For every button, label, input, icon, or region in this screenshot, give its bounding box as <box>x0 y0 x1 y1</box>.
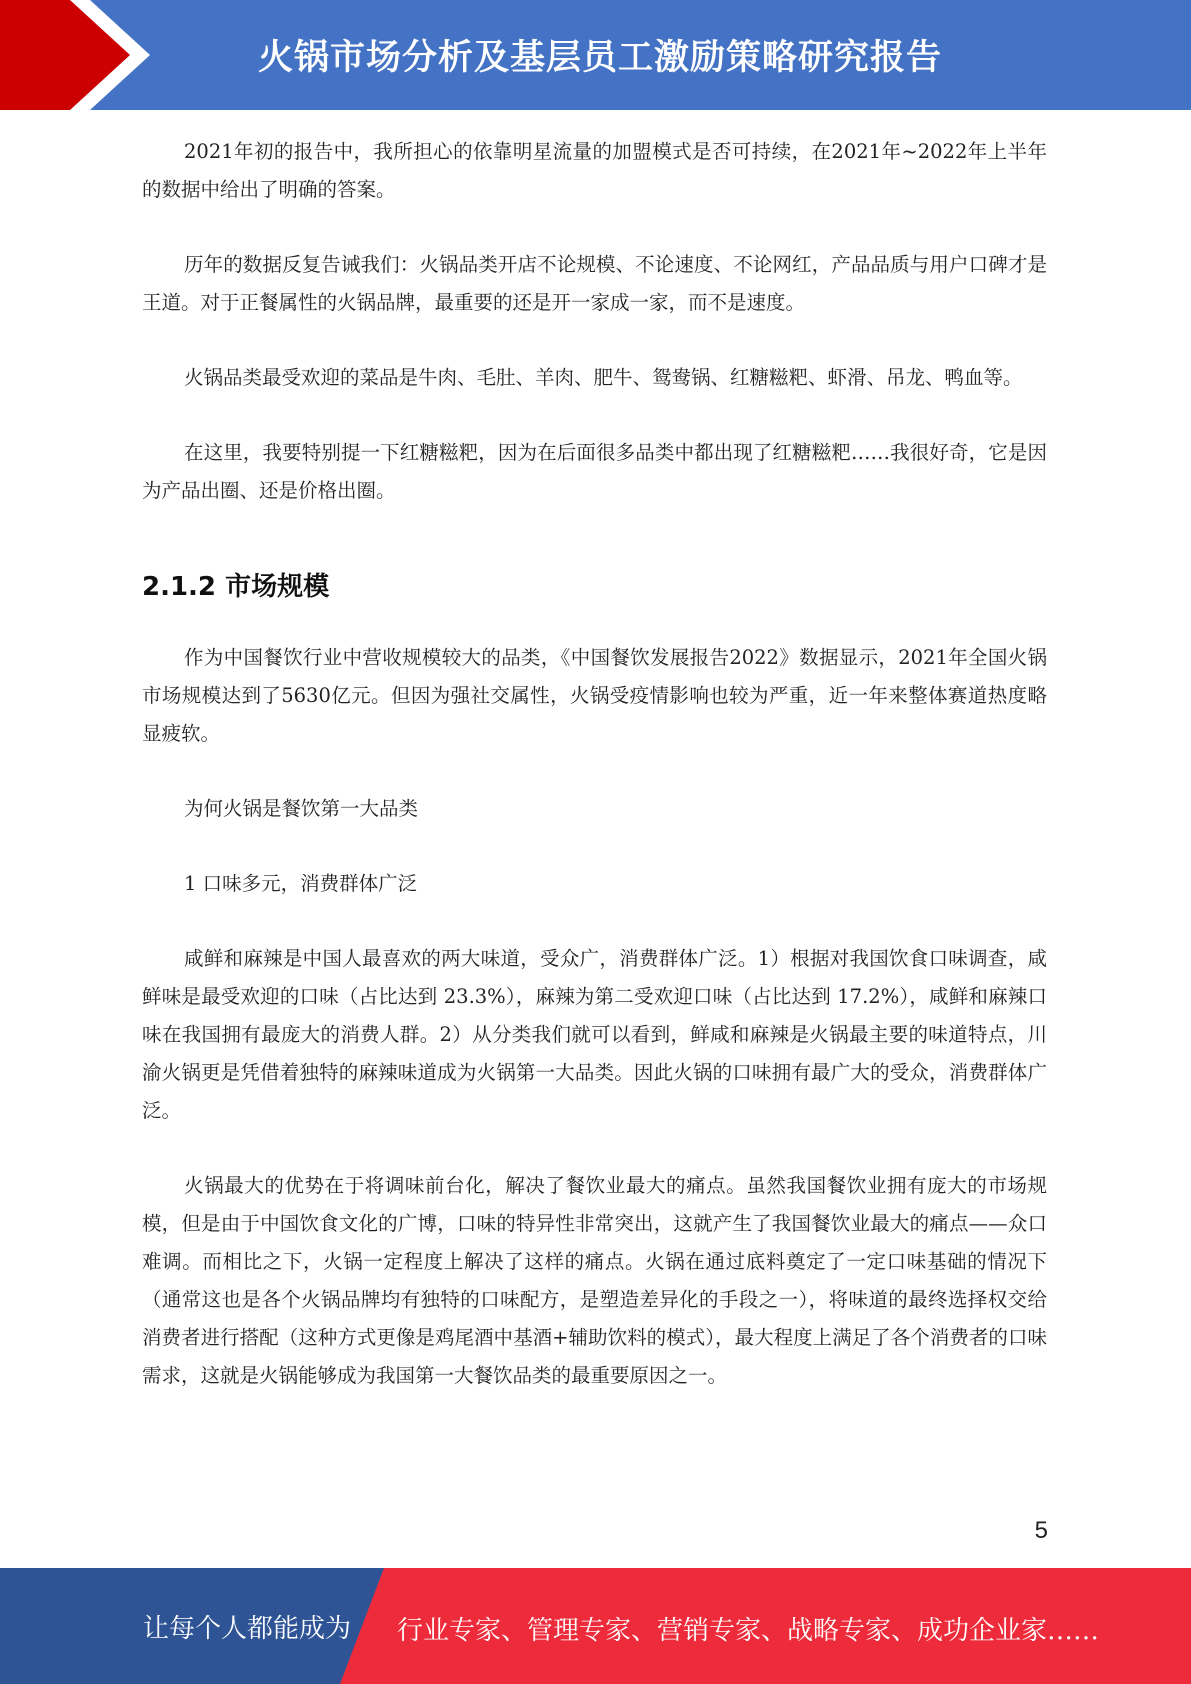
header-chevron-icon <box>0 0 140 110</box>
numbered-point: 1 口味多元，消费群体广泛 <box>184 872 418 895</box>
paragraph: 咸鲜和麻辣是中国人最喜欢的两大味道，受众广，消费群体广泛。1）根据对我国饮食口味调查，咸鲜味是最受欢迎的口味（占比达到 23.3%），麻辣为第二受欢迎口味（占比达到 17.2%），咸鲜和麻辣口味在我国拥有最庞大的消费人群。2）从分类我们就可以看到，鲜咸和麻辣是火锅最主要的味道特点，川渝火锅更是凭借着独特的麻辣味道成为火锅第一大品类。因此火锅的口味拥有最广大的受众，消费群体广泛。 <box>142 947 1047 1122</box>
footer-band <box>0 1568 1191 1684</box>
subheading-paragraph: 为何火锅是餐饮第一大品类 <box>184 797 419 820</box>
paragraph: 火锅最大的优势在于将调味前台化，解决了餐饮业最大的痛点。虽然我国餐饮业拥有庞大的市场规模，但是由于中国饮食文化的广博，口味的特异性非常突出，这就产生了我国餐饮业最大的痛点——众口难调。而相比之下，火锅一定程度上解决了这样的痛点。火锅在通过底料奠定了一定口味基础的情况下（通常这也是各个火锅品牌均有独特的口味配方，是塑造差异化的手段之一），将味道的最终选择权交给消费者进行搭配（这种方式更像是鸡尾酒中基酒+辅助饮料的模式），最大程度上满足了各个消费者的口味需求，这就是火锅能够成为我国第一大餐饮品类的最重要原因之一。 <box>142 1174 1047 1387</box>
paragraph: 作为中国餐饮行业中营收规模较大的品类，《中国餐饮发展报告2022》数据显示，2021年全国火锅市场规模达到了5630亿元。但因为强社交属性，火锅受疫情影响也较为严重，近一年来整体赛道热度略显疲软。 <box>142 646 1047 745</box>
paragraph: 火锅品类最受欢迎的菜品是牛肉、毛肚、羊肉、肥牛、鸳鸯锅、红糖糍粑、虾滑、吊龙、鸭血等。 <box>184 366 1023 389</box>
header-band <box>0 0 1191 110</box>
footer-slogan-right: 行业专家、管理专家、营销专家、战略专家、成功企业家…… <box>397 1616 1100 1646</box>
section-heading: 2.1.2 市场规模 <box>142 572 330 602</box>
document-body <box>142 133 1047 1432</box>
page-number: 5 <box>1034 1517 1048 1544</box>
report-title: 火锅市场分析及基层员工激励策略研究报告 <box>258 38 943 78</box>
paragraph: 2021年初的报告中，我所担心的依靠明星流量的加盟模式是否可持续，在2021年~2022年上半年的数据中给出了明确的答案。 <box>142 140 1047 201</box>
paragraph: 在这里，我要特别提一下红糖糍粑，因为在后面很多品类中都出现了红糖糍粑……我很好奇，它是因为产品出圈、还是价格出圈。 <box>142 441 1047 502</box>
paragraph: 历年的数据反复告诫我们：火锅品类开店不论规模、不论速度、不论网红，产品品质与用户口碑才是王道。对于正餐属性的火锅品牌，最重要的还是开一家成一家，而不是速度。 <box>142 253 1047 314</box>
footer-slogan-left: 让每个人都能成为 <box>143 1614 352 1644</box>
